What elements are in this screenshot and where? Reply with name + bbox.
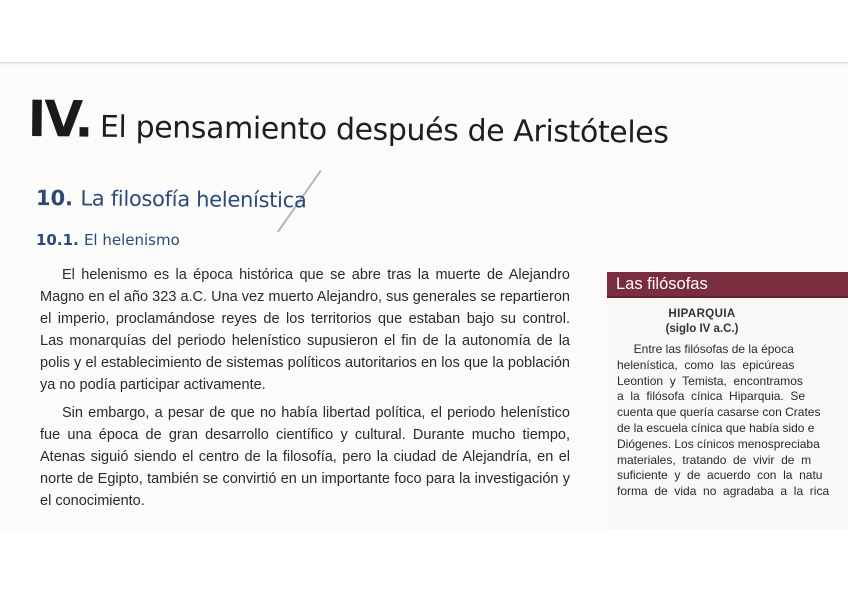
subsection-title: El helenismo bbox=[83, 231, 180, 249]
body-paragraph: El helenismo es la época histórica que se abre tras la muerte de Alejandro Magno en el año 323 a.C. Una vez muerto Alejandro, sus generales se repartieron el imperio, proclamándose reyes de los territorios que estaban bajo su control. Las monarquías del periodo helenístico supusieron el fin de la autonomía de la polis y el establecimiento de sistemas políticos autoritarios en los que la población ya no podía participar activamente. bbox=[40, 267, 570, 393]
chapter-title: El pensamiento después de Aristóteles bbox=[99, 109, 669, 151]
sidebar-line: a la filósofa cínica Hiparquia. Se bbox=[617, 389, 806, 404]
subsection-heading bbox=[36, 231, 180, 249]
sidebar-philosopher-name: HIPARQUIA bbox=[668, 308, 736, 320]
sidebar-line: cuenta que quería casarse con Crates bbox=[617, 405, 821, 420]
subsection-number: 10.1. bbox=[36, 231, 79, 249]
chapter-number: IV. bbox=[27, 90, 92, 149]
body-paragraph: Sin embargo, a pesar de que no había libertad política, el periodo helenístico fue una época de gran desarrollo científico y cultural. Durante mucho tiempo, Atenas siguió siendo el centro de la filosofía, pero la ciudad de Alejandría, en el norte de Egipto, también se convirtió en un importante foco para la investigación y el conocimiento. bbox=[40, 405, 570, 509]
sidebar-line: Diógenes. Los cínicos menospreciaba bbox=[617, 436, 820, 451]
chapter-heading bbox=[27, 90, 808, 156]
sidebar-box bbox=[607, 272, 848, 530]
sidebar-line: de la escuela cínica que había sido e bbox=[617, 420, 815, 435]
sidebar-text bbox=[607, 342, 848, 500]
sidebar-line: materiales, tratando de vivir de m bbox=[617, 452, 812, 467]
sidebar-line: Leontion y Temista, encontramos bbox=[617, 373, 803, 388]
sidebar-philosopher-date: (siglo IV a.C.) bbox=[665, 323, 739, 335]
sidebar-line: forma de vida no agradaba a la rica bbox=[617, 484, 830, 499]
sidebar-line: helenística, como las epicúreas bbox=[617, 357, 795, 372]
section-title: La filosofía helenística bbox=[80, 186, 307, 213]
book-page bbox=[0, 62, 848, 530]
sidebar-line: suficiente y de acuerdo con la natu bbox=[617, 468, 823, 483]
section-number: 10. bbox=[35, 186, 74, 211]
section-heading bbox=[36, 186, 307, 212]
sidebar-header: Las filósofas bbox=[607, 272, 848, 298]
sidebar-line: Entre las filósofas de la época bbox=[617, 342, 794, 356]
